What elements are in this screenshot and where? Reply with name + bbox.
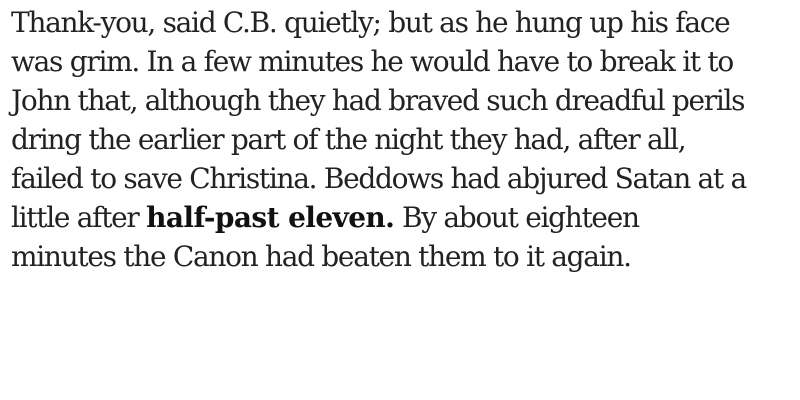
bold-emphasis: half-past eleven. [146,201,395,234]
line-suffix: By about eighteen [394,201,639,234]
paragraph-line: dring the earlier part of the night they had, after all, [11,123,686,156]
paragraph-line: minutes the Canon had beaten them to it again. [11,240,631,273]
paragraph-line-with-emphasis [11,198,791,237]
paragraph-line: Thank-you, said C.B. quietly; but as he hung up his face [11,6,730,39]
paragraph-line: failed to save Christina. Beddows had abjured Satan at a [11,162,746,195]
body-paragraph [11,3,791,276]
paragraph-line: was grim. In a few minutes he would have to break it to [11,45,733,78]
paragraph-line: John that, although they had braved such dreadful perils [11,84,745,117]
line-prefix: little after [11,201,147,234]
